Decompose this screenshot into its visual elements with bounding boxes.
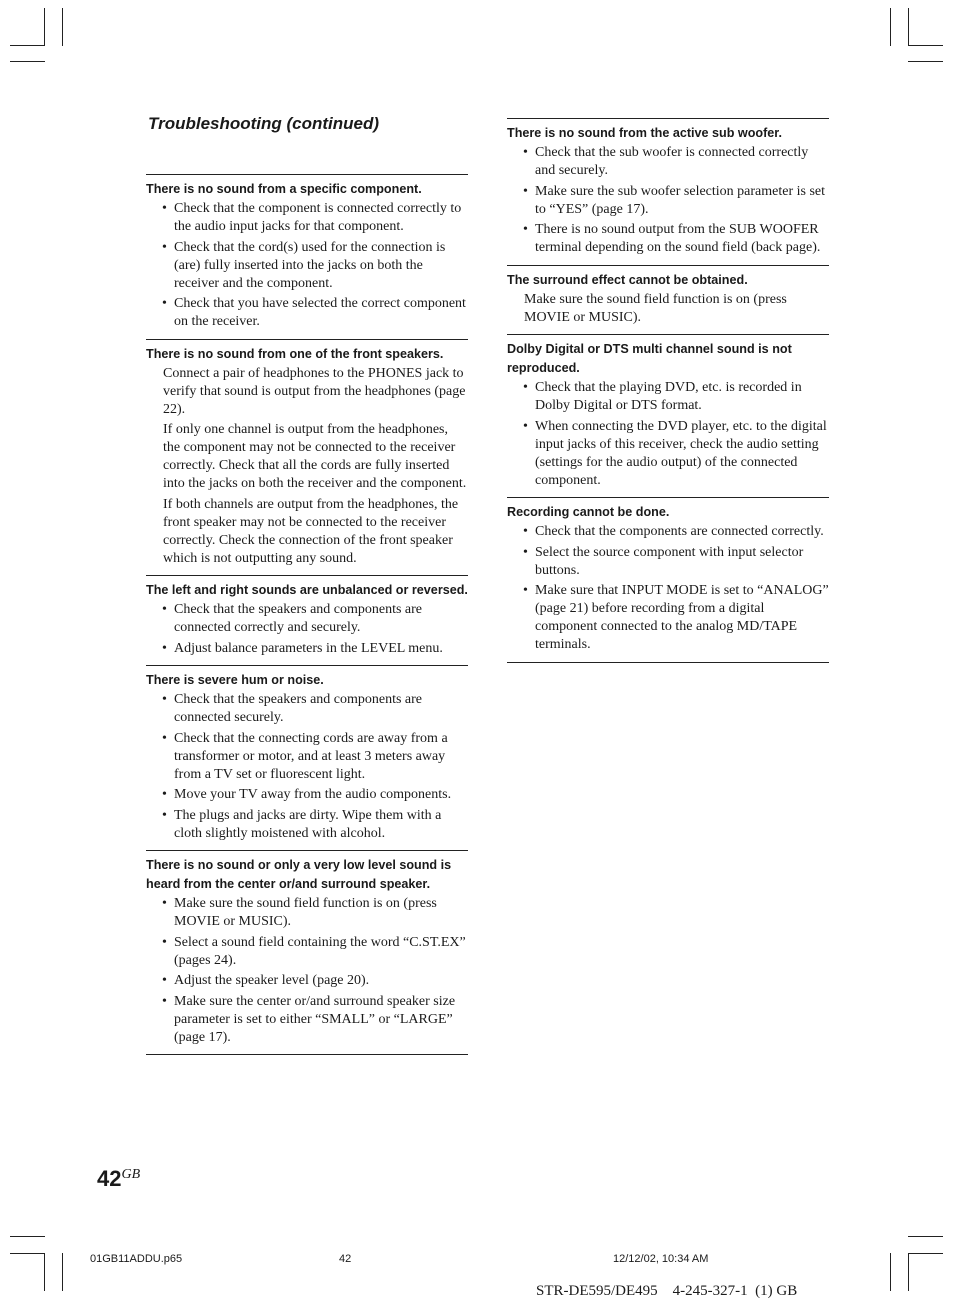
crop-mark — [908, 61, 943, 62]
trouble-section — [507, 497, 829, 663]
trouble-section — [146, 665, 468, 850]
footer-filename: 01GB11ADDU.p65 — [90, 1253, 183, 1265]
bullet-item: • Adjust the speaker level (page 20). — [146, 972, 468, 990]
section-heading: The left and right sounds are unbalanced or reversed. — [146, 583, 468, 597]
bullet-list — [507, 144, 829, 257]
trouble-section — [146, 174, 468, 339]
bullet-item: • When connecting the DVD player, etc. to the digital input jacks of this receiver, check the audio setting (settings for the audio output) of the connected component. — [507, 418, 829, 490]
section-heading: There is no sound from one of the front speakers. — [146, 346, 444, 361]
section-heading: Dolby Digital or DTS multi channel sound is not reproduced. — [507, 342, 792, 375]
crop-mark — [890, 8, 891, 46]
section-heading: The surround effect cannot be obtained. — [507, 272, 748, 287]
bullet-item: • Select the source component with input selector buttons. — [507, 544, 829, 580]
trouble-section — [146, 339, 468, 576]
crop-mark — [10, 45, 45, 46]
bullet-item: • Make sure the sound field function is on (press MOVIE or MUSIC). — [146, 895, 468, 931]
section-heading: There is no sound from a specific component. — [146, 182, 422, 196]
bullet-item: • Check that you have selected the correct component on the receiver. — [146, 295, 468, 331]
bullet-item: • Check that the playing DVD, etc. is recorded in Dolby Digital or DTS format. — [507, 379, 829, 415]
trouble-section — [146, 575, 468, 665]
page-number — [97, 1166, 140, 1192]
crop-mark — [908, 1253, 943, 1254]
bullet-item: • Check that the connecting cords are away from a transformer or motor, and at least 3 meters away from a TV set or fluorescent light. — [146, 730, 468, 784]
crop-mark — [10, 1253, 45, 1254]
bullet-item: • Adjust balance parameters in the LEVEL menu. — [146, 640, 468, 658]
crop-mark — [908, 1236, 943, 1237]
bullet-item: • Select a sound field containing the word “C.ST.EX” (pages 24). — [146, 934, 468, 970]
trouble-section — [507, 265, 829, 335]
bullet-item: • Check that the component is connected correctly to the audio input jacks for that component. — [146, 200, 468, 236]
crop-mark — [44, 1253, 45, 1291]
bullet-list — [146, 895, 468, 1047]
crop-mark — [890, 1253, 891, 1291]
bullet-item: • Check that the components are connected correctly. — [507, 523, 829, 541]
page-title: Troubleshooting (continued) — [148, 114, 380, 133]
bullet-item: • Check that the speakers and components are connected securely. — [146, 691, 468, 727]
bullet-list — [146, 200, 468, 331]
page-number-value: 42 — [97, 1166, 122, 1191]
bullet-list — [146, 691, 468, 843]
section-heading: There is severe hum or noise. — [146, 673, 324, 687]
crop-mark — [908, 1253, 909, 1291]
trouble-section — [507, 334, 829, 497]
crop-mark — [10, 1236, 45, 1237]
bullet-list — [146, 601, 468, 658]
crop-mark — [62, 8, 63, 46]
left-column — [146, 174, 468, 1055]
section-heading: Recording cannot be done. — [507, 505, 670, 519]
bullet-item: • Make sure the center or/and surround speaker size parameter is set to either “SMALL” or “LARGE” (page 17). — [146, 993, 468, 1047]
bullet-list — [507, 379, 829, 490]
bullet-list — [507, 523, 829, 654]
crop-mark — [62, 1253, 63, 1291]
crop-mark — [908, 45, 943, 46]
trouble-section — [507, 118, 829, 265]
bullet-item: • Make sure that INPUT MODE is set to “ANALOG” (page 21) before recording from a digital component connected to the analog MD/TAPE terminals. — [507, 582, 829, 654]
body-paragraph: If both channels are output from the headphones, the front speaker may not be connected to the receiver correctly. Check the connection of the front speaker which is not outputting any sound. — [163, 496, 459, 566]
right-column — [507, 118, 829, 663]
bullet-item: • Check that the sub woofer is connected correctly and securely. — [507, 144, 829, 180]
bullet-item: • There is no sound output from the SUB WOOFER terminal depending on the sound field (back page). — [507, 221, 829, 257]
footer-page: 42 — [339, 1253, 352, 1265]
bullet-item: • The plugs and jacks are dirty. Wipe them with a cloth slightly moistened with alcohol. — [146, 807, 468, 843]
bullet-item: • Check that the cord(s) used for the connection is (are) fully inserted into the jacks on both the receiver and the component. — [146, 239, 468, 293]
footer-model: STR-DE595/DE495 4-245-327-1 (1) GB — [536, 1283, 798, 1299]
section-heading: There is no sound or only a very low level sound is heard from the center or/and surround speaker. — [146, 858, 452, 891]
body-paragraph: If only one channel is output from the headphones, the component may not be connected to the receiver correctly. Check that all the cords are fully inserted into the jacks on both the receiver and the component. — [163, 422, 467, 491]
body-paragraph: Make sure the sound field function is on (press MOVIE or MUSIC). — [524, 291, 787, 325]
bullet-item: • Check that the speakers and components are connected correctly and securely. — [146, 601, 468, 637]
body-paragraph: Connect a pair of headphones to the PHONES jack to verify that sound is output from the headphones (page 22). — [163, 365, 466, 417]
section-heading: There is no sound from the active sub woofer. — [507, 126, 783, 140]
crop-mark — [44, 8, 45, 46]
page-number-suffix: GB — [121, 1167, 141, 1182]
trouble-section — [146, 850, 468, 1055]
crop-mark — [10, 61, 45, 62]
bullet-item: • Move your TV away from the audio components. — [146, 786, 468, 804]
bullet-item: • Make sure the sub woofer selection parameter is set to “YES” (page 17). — [507, 183, 829, 219]
crop-mark — [908, 8, 909, 46]
footer-datetime: 12/12/02, 10:34 AM — [613, 1253, 709, 1265]
